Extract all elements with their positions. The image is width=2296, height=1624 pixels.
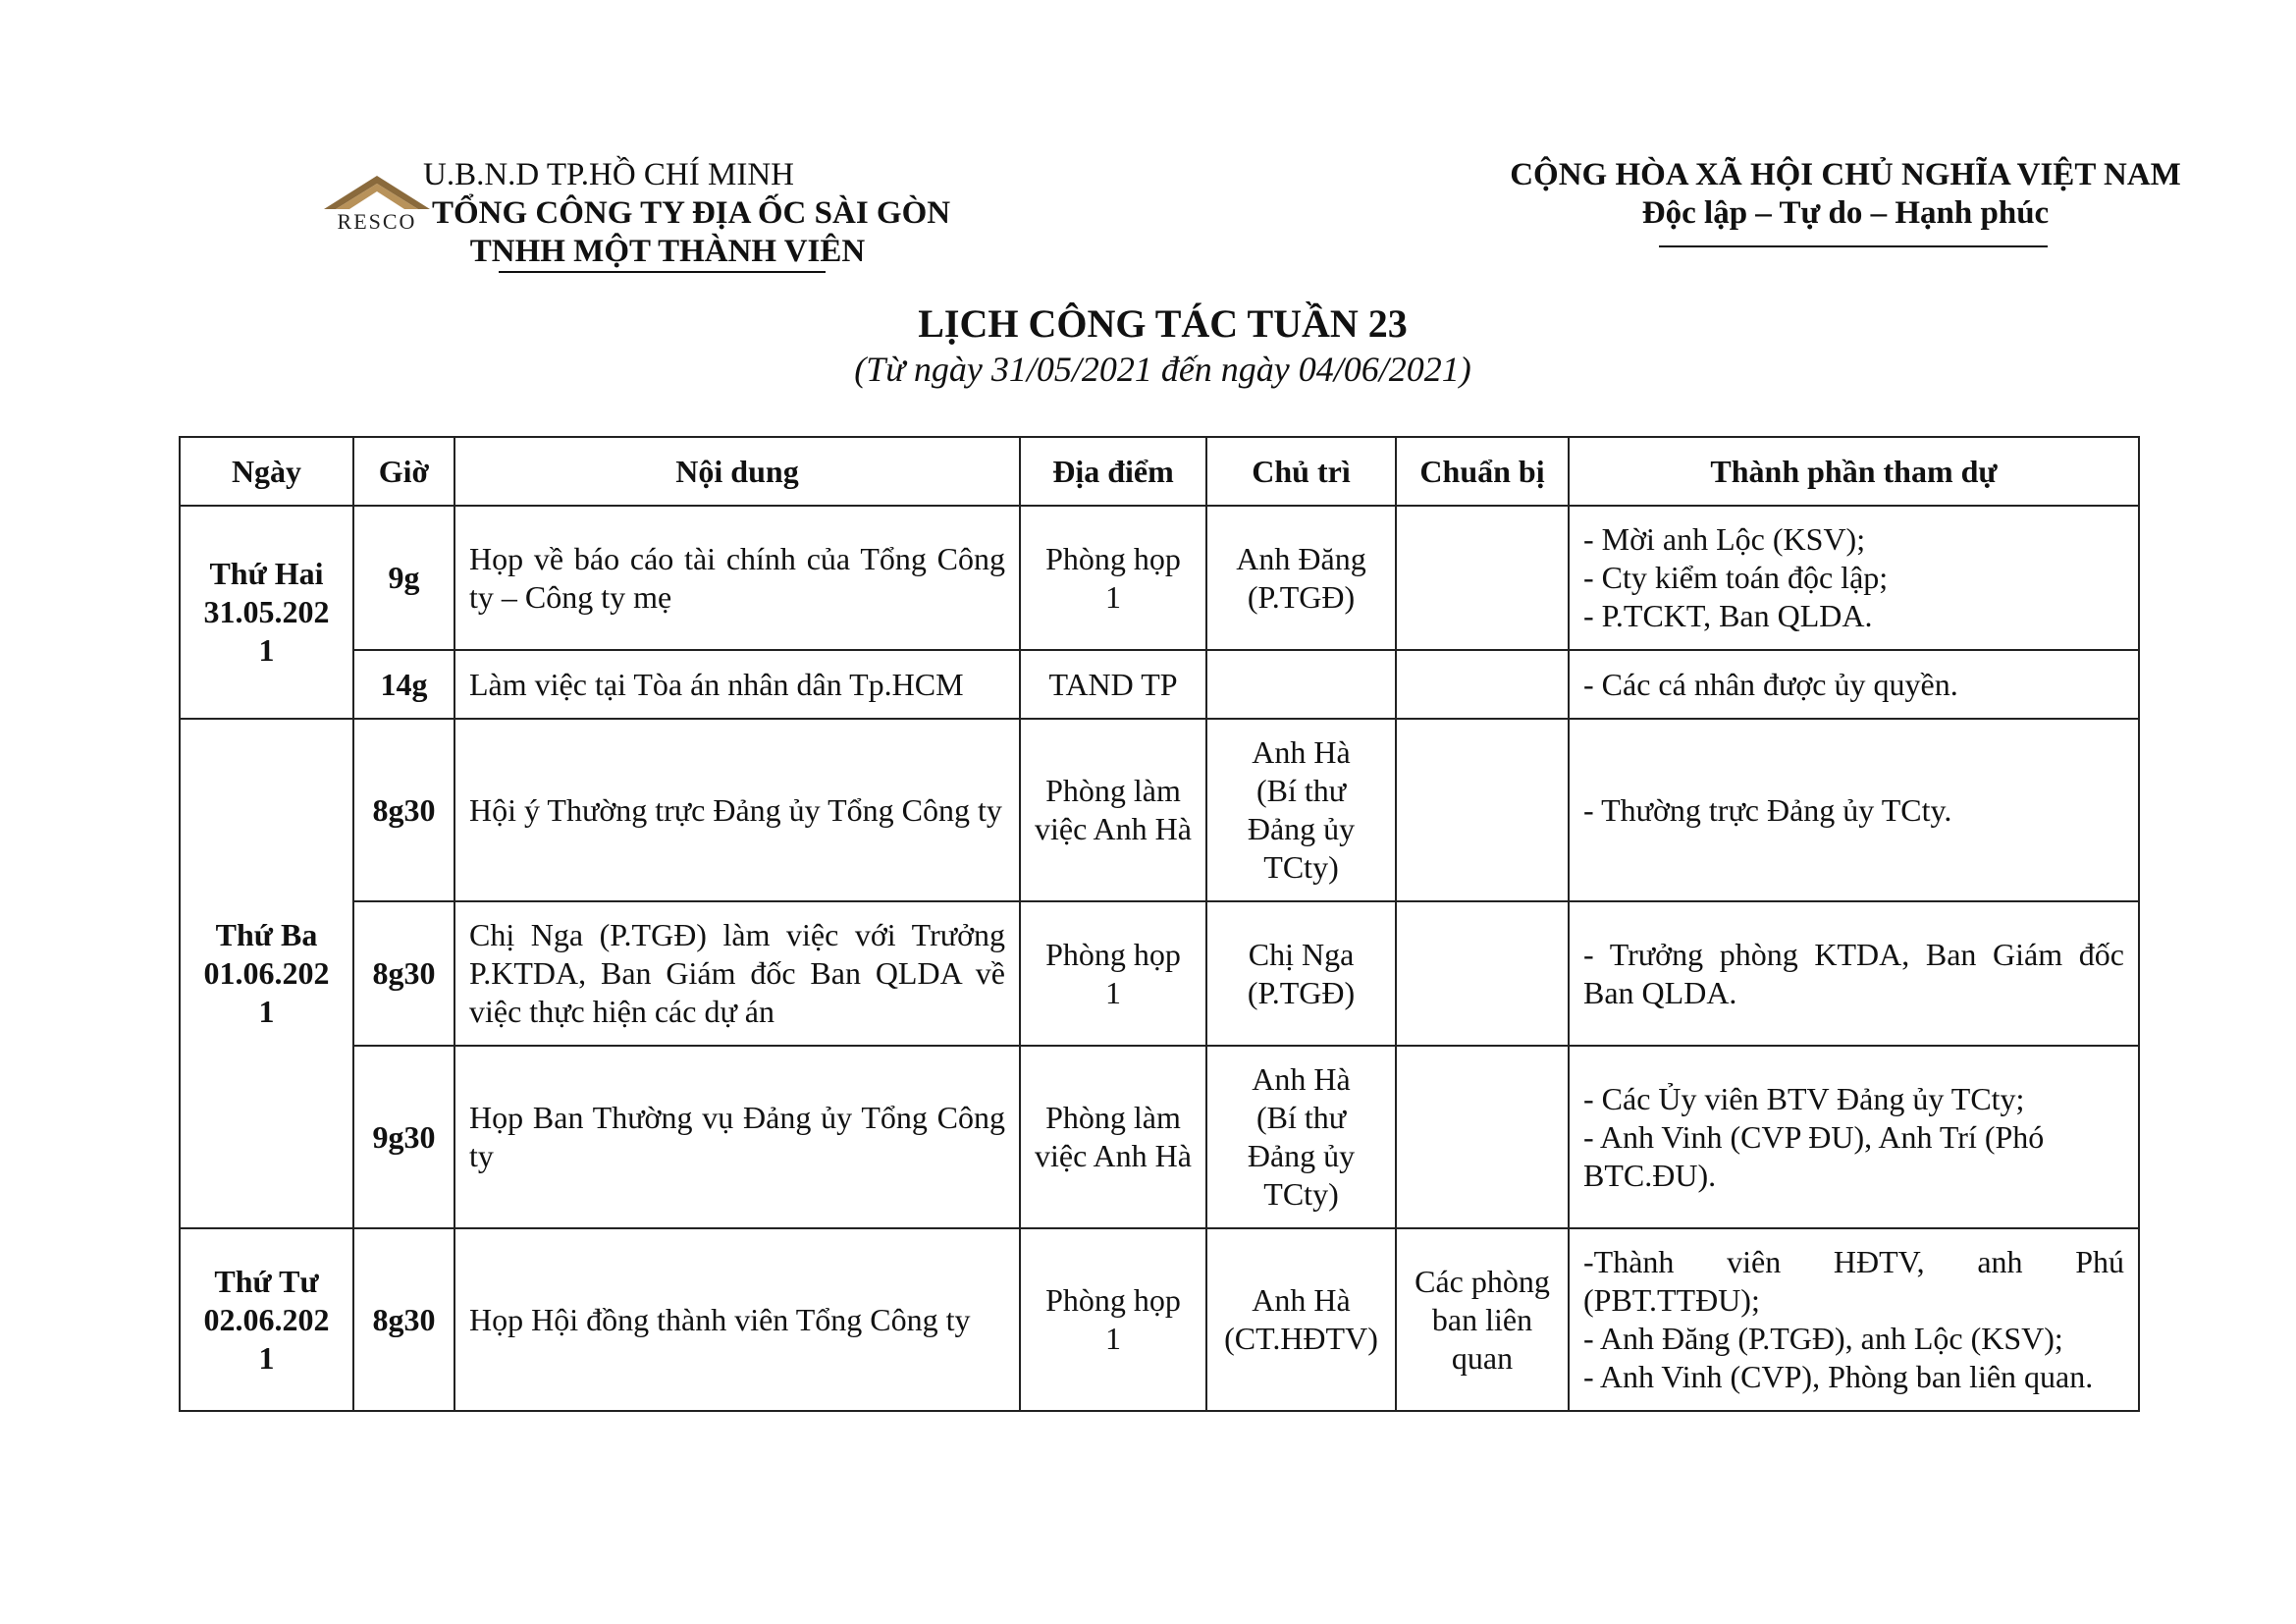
header-host: Chủ trì (1206, 437, 1396, 506)
nation-motto: Độc lập – Tự do – Hạnh phúc (1641, 195, 2050, 231)
day-cell (180, 719, 353, 1228)
day-cell (180, 1228, 353, 1411)
host-cell (1206, 901, 1396, 1046)
header-left-underline (499, 271, 826, 273)
table-row (180, 1228, 2139, 1411)
prep-cell (1396, 901, 1569, 1046)
prep-cell (1396, 719, 1569, 901)
attendee-line: - Các Ủy viên BTV Đảng ủy TCty; (1583, 1080, 2025, 1116)
attendee-line: (PBT.TTĐU); (1583, 1282, 1760, 1318)
location-cell: Phòng làm việc Anh Hà (1020, 719, 1206, 901)
host-name: Anh Hà (1252, 734, 1351, 770)
day-cell (180, 506, 353, 719)
host-role: (Bí thư Đảng ủy TCty) (1247, 1100, 1356, 1212)
content-cell: Họp Hội đồng thành viên Tổng Công ty (454, 1228, 1020, 1411)
attendee-line: - Anh Vinh (CVP ĐU), Anh Trí (Phó BTC.ĐU). (1583, 1118, 2045, 1193)
day-name: Thứ Ba (215, 917, 318, 952)
day-name: Thứ Tư (214, 1263, 319, 1299)
day-date-end: 1 (258, 1339, 275, 1376)
logo-text: RESCO (337, 209, 417, 233)
table-row (180, 506, 2139, 650)
host-cell (1206, 1046, 1396, 1228)
table-row (180, 1046, 2139, 1228)
host-cell (1206, 506, 1396, 650)
time-cell: 9g30 (353, 1046, 454, 1228)
day-date-end: 1 (258, 994, 275, 1029)
host-role: (P.TGĐ) (1247, 578, 1356, 615)
org-line-1: U.B.N.D TP.HỒ CHÍ MINH (422, 157, 794, 192)
header-right-underline (1659, 245, 2048, 247)
header-location: Địa điểm (1020, 437, 1206, 506)
header-day: Ngày (180, 437, 353, 506)
attendees-cell (1569, 1228, 2139, 1411)
time-cell: 8g30 (353, 901, 454, 1046)
content-cell: Họp về báo cáo tài chính của Tổng Công ty – Công ty mẹ (454, 506, 1020, 650)
host-role: (CT.HĐTV) (1224, 1321, 1378, 1356)
time-cell: 14g (353, 650, 454, 719)
location-cell: Phòng họp 1 (1020, 1228, 1206, 1411)
attendees-cell (1569, 719, 2139, 901)
time-cell: 9g (353, 506, 454, 650)
time-cell: 8g30 (353, 1228, 454, 1411)
day-date: 31.05.202 (203, 594, 330, 629)
content-cell: Làm việc tại Tòa án nhân dân Tp.HCM (454, 650, 1020, 719)
location-cell: Phòng họp 1 (1020, 901, 1206, 1046)
nation-title: CỘNG HÒA XÃ HỘI CHỦ NGHĨA VIỆT NAM (1510, 157, 2181, 192)
header-time: Giờ (353, 437, 454, 506)
host-cell (1206, 650, 1396, 719)
org-line-2: TỔNG CÔNG TY ĐỊA ỐC SÀI GÒN (432, 195, 951, 231)
content-cell: Hội ý Thường trực Đảng ủy Tổng Công ty (454, 719, 1020, 901)
content-cell: Họp Ban Thường vụ Đảng ủy Tổng Công ty (454, 1046, 1020, 1228)
prep-cell (1396, 1046, 1569, 1228)
host-cell (1206, 1228, 1396, 1411)
prep-cell (1396, 506, 1569, 650)
document-title: LỊCH CÔNG TÁC TUẦN 23 (918, 301, 1408, 346)
host-name: Anh Hà (1252, 1061, 1351, 1097)
table-row (180, 901, 2139, 1046)
attendee-line: - Thường trực Đảng ủy TCty. (1583, 791, 1952, 828)
day-name: Thứ Hai (209, 556, 324, 591)
header-prep: Chuẩn bị (1396, 437, 1569, 506)
table-header-row (180, 437, 2139, 506)
location-cell: Phòng họp 1 (1020, 506, 1206, 650)
header-attendees: Thành phần tham dự (1569, 437, 2139, 506)
attendees-cell: - Trưởng phòng KTDA, Ban Giám đốc Ban QLDA. (1569, 901, 2139, 1046)
attendee-line: - Anh Đăng (P.TGĐ), anh Lộc (KSV); (1583, 1321, 2063, 1356)
attendees-cell (1569, 1046, 2139, 1228)
host-name: Anh Hà (1252, 1282, 1351, 1318)
host-role: (P.TGĐ) (1247, 974, 1356, 1010)
prep-cell: Các phòng ban liên quan (1396, 1228, 1569, 1411)
day-date: 01.06.202 (203, 955, 330, 991)
time-cell: 8g30 (353, 719, 454, 901)
attendee-line: - P.TCKT, Ban QLDA. (1583, 598, 1873, 633)
document-subtitle: (Từ ngày 31/05/2021 đến ngày 04/06/2021) (854, 350, 1471, 389)
location-cell: TAND TP (1020, 650, 1206, 719)
table-row (180, 650, 2139, 719)
attendees-cell (1569, 650, 2139, 719)
attendee-line: -Thành viên HĐTV, anh Phú (1583, 1244, 2124, 1279)
attendee-line: - Cty kiểm toán độc lập; (1583, 560, 1889, 595)
location-cell: Phòng làm việc Anh Hà (1020, 1046, 1206, 1228)
table-row (180, 719, 2139, 901)
prep-cell (1396, 650, 1569, 719)
attendees-cell (1569, 506, 2139, 650)
attendee-line: - Các cá nhân được ủy quyền. (1583, 666, 1958, 702)
content-cell: Chị Nga (P.TGĐ) làm việc với Trưởng P.KTDA, Ban Giám đốc Ban QLDA về việc thực hiện các dự án (454, 901, 1020, 1046)
host-name: Anh Đăng (1236, 540, 1366, 576)
host-cell (1206, 719, 1396, 901)
attendee-line: - Anh Vinh (CVP), Phòng ban liên quan. (1583, 1359, 2094, 1394)
schedule-table (179, 436, 2140, 1412)
host-name: Chị Nga (1248, 936, 1355, 972)
day-date-end: 1 (258, 632, 275, 668)
day-date: 02.06.202 (203, 1301, 330, 1337)
host-role: (Bí thư Đảng ủy TCty) (1247, 773, 1356, 885)
header-content: Nội dung (454, 437, 1020, 506)
attendee-line: - Mời anh Lộc (KSV); (1583, 521, 1866, 557)
org-line-3: TNHH MỘT THÀNH VIÊN (469, 234, 866, 269)
